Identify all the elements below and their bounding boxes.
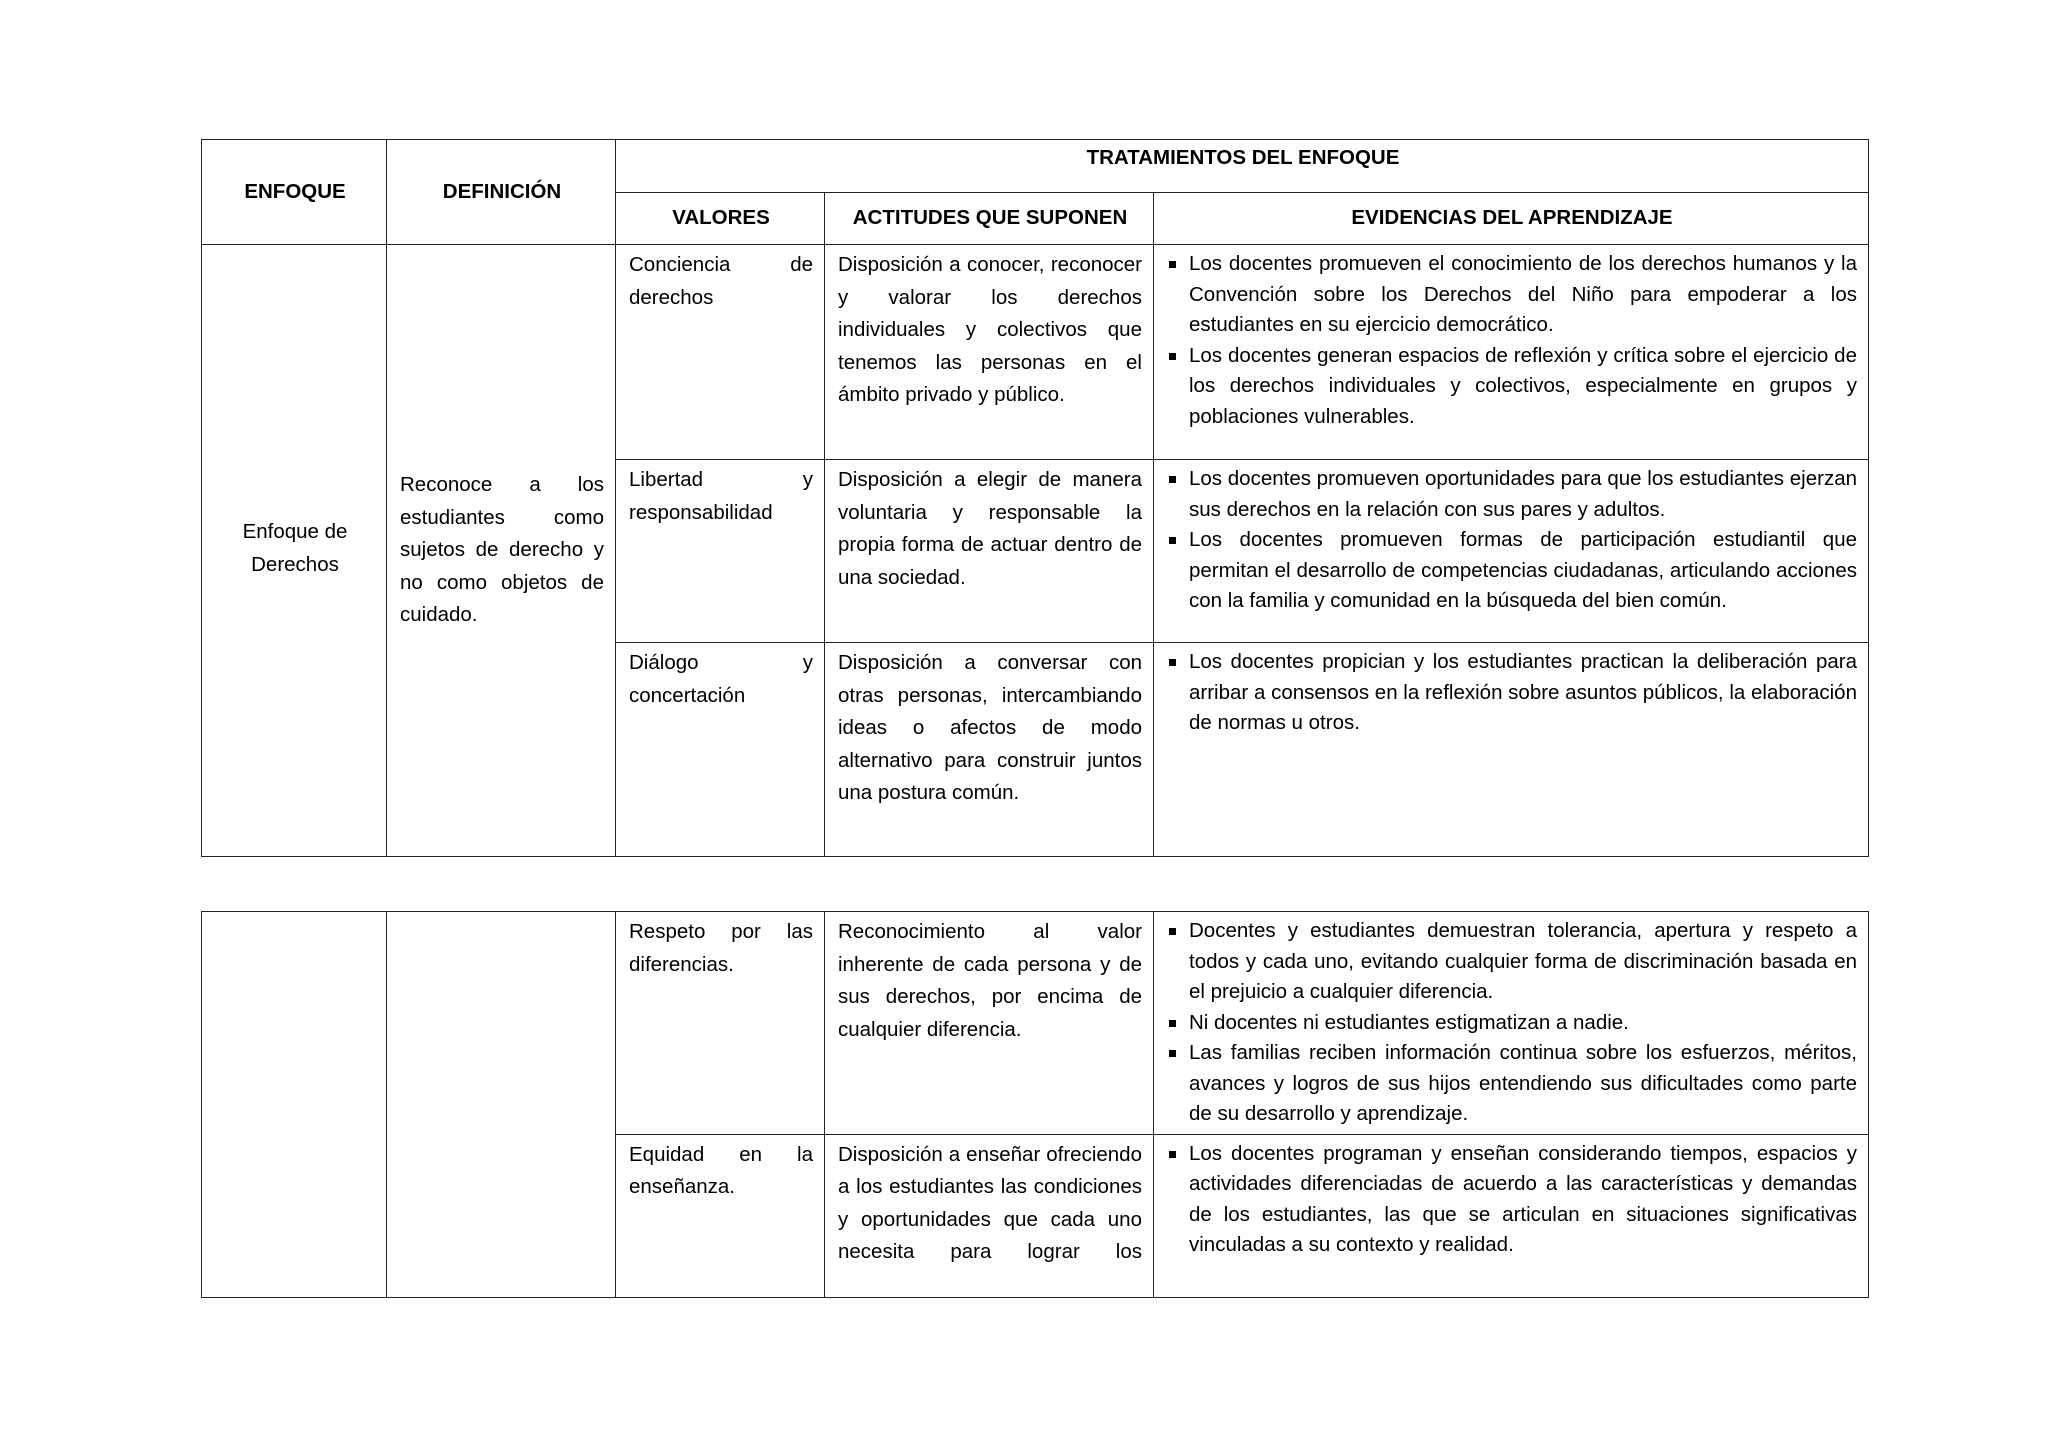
valor-cell: Diálogo y concertación <box>616 643 825 857</box>
enfoque-empty-cell <box>202 912 387 1298</box>
evidencias-list <box>1167 1139 1857 1261</box>
table-row <box>202 912 1869 1135</box>
evidencias-cell <box>1154 912 1869 1135</box>
evidencias-cell <box>1154 643 1869 857</box>
list-item: Los docentes promueven oportunidades para que los estudiantes ejerzan sus derechos en la relación con sus pares y adultos. <box>1189 464 1857 525</box>
enfoque-table-page-1 <box>201 139 1869 857</box>
header-tratamientos: TRATAMIENTOS DEL ENFOQUE <box>616 140 1869 193</box>
actitud-text: Disposición a enseñar ofreciendo a los estudiantes las condiciones y oportunidades que cada uno necesita para lograr los <box>838 1142 1142 1263</box>
header-enfoque: ENFOQUE <box>202 140 387 245</box>
list-item: Los docentes promueven el conocimiento de los derechos humanos y la Convención sobre los Derechos del Niño para empoderar a los estudiantes en su ejercicio democrático. <box>1189 249 1857 341</box>
valor-cell: Equidad en la enseñanza. <box>616 1134 825 1297</box>
list-item: Los docentes programan y enseñan considerando tiempos, espacios y actividades diferenciadas de acuerdo a las características y demandas de los estudiantes, las que se articulan en situaciones significativas vinculadas a su contexto y realidad. <box>1189 1139 1857 1261</box>
definicion-empty-cell <box>387 912 616 1298</box>
actitud-cell: Disposición a elegir de manera voluntaria y responsable la propia forma de actuar dentro de una sociedad. <box>825 460 1154 643</box>
actitud-cell: Reconocimiento al valor inherente de cada persona y de sus derechos, por encima de cualquier diferencia. <box>825 912 1154 1135</box>
list-item: Los docentes propician y los estudiantes practican la deliberación para arribar a consensos en la reflexión sobre asuntos públicos, la elaboración de normas u otros. <box>1189 647 1857 739</box>
list-item: Las familias reciben información continua sobre los esfuerzos, méritos, avances y logros de sus hijos entendiendo sus dificultades como parte de su desarrollo y aprendizaje. <box>1189 1038 1857 1130</box>
list-item: Los docentes promueven formas de participación estudiantil que permitan el desarrollo de competencias ciudadanas, articulando acciones con la familia y comunidad en la búsqueda del bien común. <box>1189 525 1857 617</box>
header-valores: VALORES <box>616 193 825 245</box>
list-item: Docentes y estudiantes demuestran tolerancia, apertura y respeto a todos y cada uno, evitando cualquier forma de discriminación basada en el prejuicio a cualquier diferencia. <box>1189 916 1857 1008</box>
list-item: Ni docentes ni estudiantes estigmatizan a nadie. <box>1189 1008 1857 1039</box>
valor-cell: Conciencia de derechos <box>616 245 825 460</box>
valor-cell: Libertad y responsabilidad <box>616 460 825 643</box>
list-item: Los docentes generan espacios de reflexión y crítica sobre el ejercicio de los derechos individuales y colectivos, especialmente en grupos y poblaciones vulnerables. <box>1189 341 1857 433</box>
evidencias-cell <box>1154 245 1869 460</box>
table-row <box>202 245 1869 460</box>
header-definicion: DEFINICIÓN <box>387 140 616 245</box>
evidencias-list <box>1167 647 1857 739</box>
evidencias-list <box>1167 916 1857 1130</box>
enfoque-definition: Reconoce a los estudiantes como sujetos de derecho y no como objetos de cuidado. <box>387 245 616 857</box>
valor-cell: Respeto por las diferencias. <box>616 912 825 1135</box>
header-actitudes: ACTITUDES QUE SUPONEN <box>825 193 1154 245</box>
evidencias-list <box>1167 464 1857 617</box>
header-evidencias: EVIDENCIAS DEL APRENDIZAJE <box>1154 193 1869 245</box>
actitud-cell <box>825 1134 1154 1297</box>
actitud-cell: Disposición a conocer, reconocer y valorar los derechos individuales y colectivos que tenemos las personas en el ámbito privado y público. <box>825 245 1154 460</box>
enfoque-table-page-2 <box>201 911 1869 1298</box>
enfoque-name: Enfoque de Derechos <box>202 245 387 857</box>
actitud-cell: Disposición a conversar con otras personas, intercambiando ideas o afectos de modo alternativo para construir juntos una postura común. <box>825 643 1154 857</box>
evidencias-cell <box>1154 1134 1869 1297</box>
evidencias-cell <box>1154 460 1869 643</box>
evidencias-list <box>1167 249 1857 432</box>
